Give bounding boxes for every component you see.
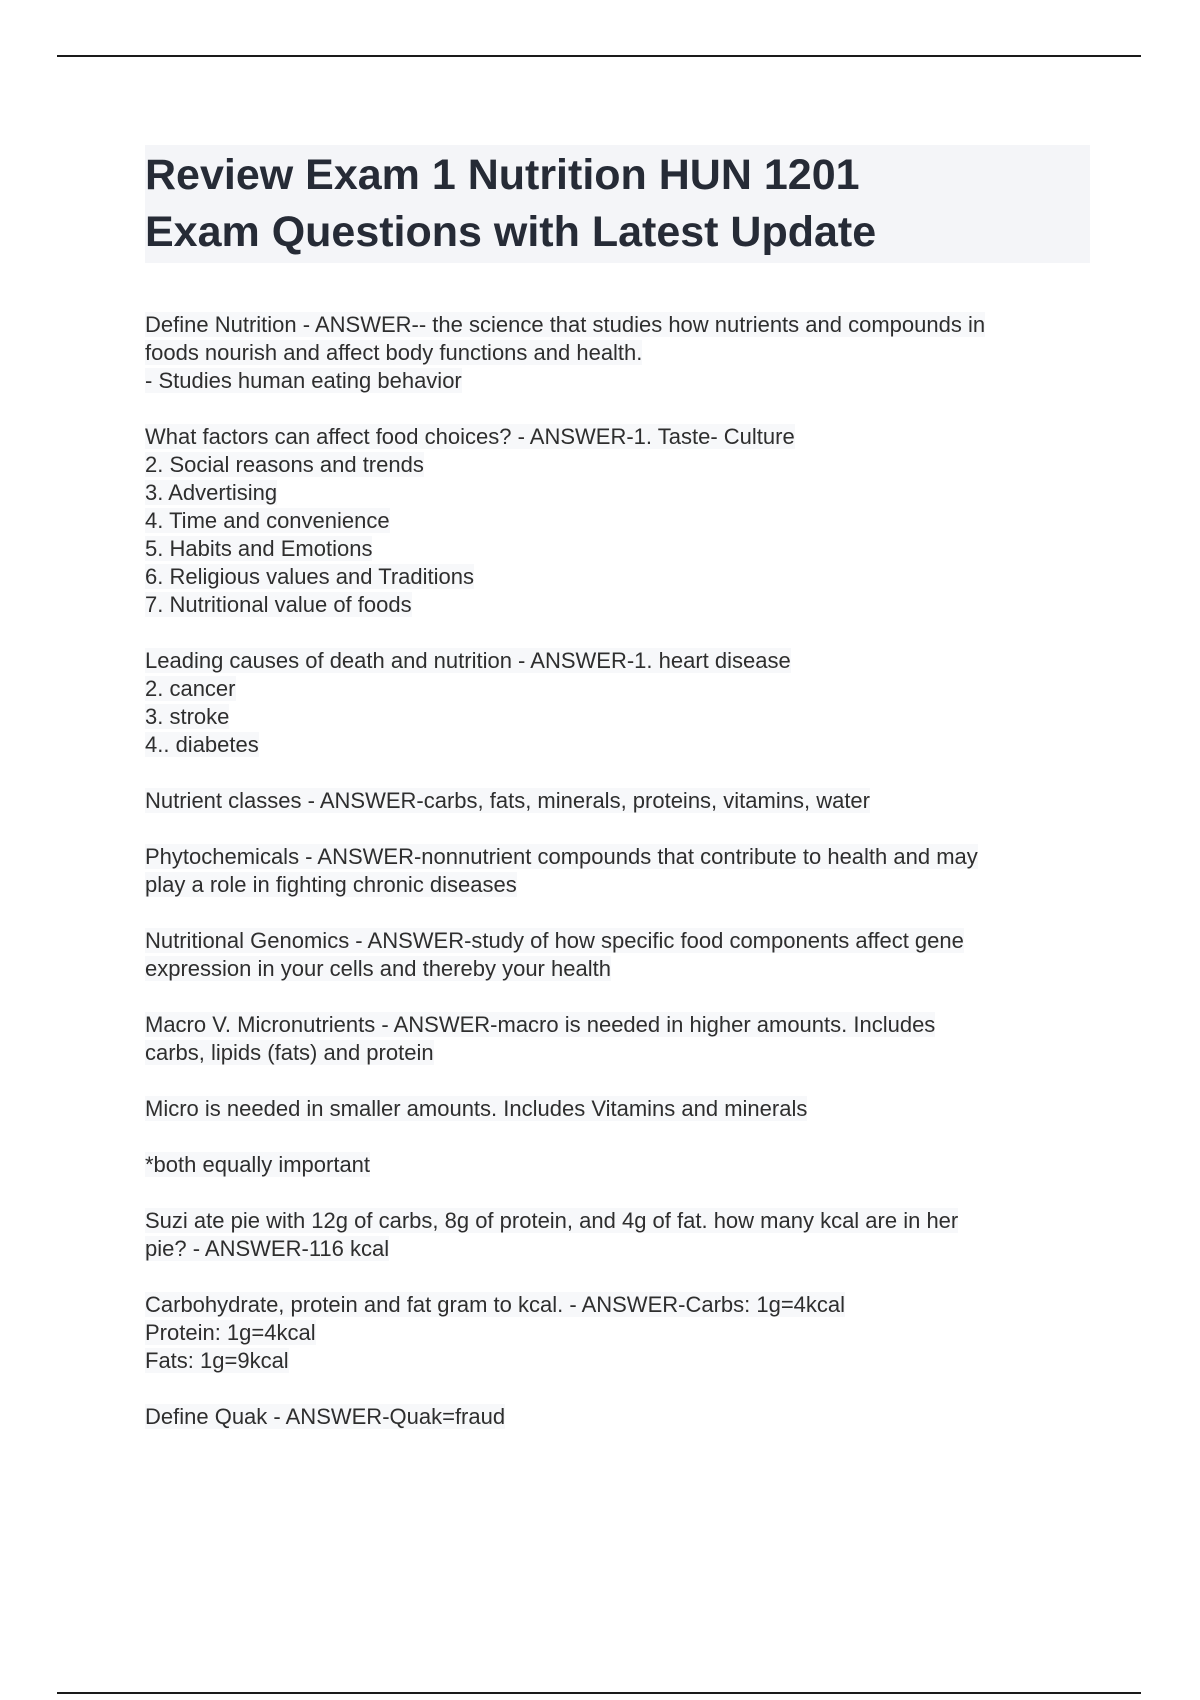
qa-line: 2. cancer xyxy=(145,676,236,701)
qa-item-micro-note xyxy=(145,1095,1090,1123)
qa-line: Suzi ate pie with 12g of carbs, 8g of protein, and 4g of fat. how many kcal are in her xyxy=(145,1208,959,1233)
qa-item-gram-to-kcal xyxy=(145,1291,1090,1375)
qa-line: 3. stroke xyxy=(145,704,230,729)
qa-line: Macro V. Micronutrients - ANSWER-macro is needed in higher amounts. Includes xyxy=(145,1012,936,1037)
qa-item-nutritional-genomics xyxy=(145,927,1090,983)
qa-line: 5. Habits and Emotions xyxy=(145,536,373,561)
qa-line: What factors can affect food choices? - ANSWER-1. Taste- Culture xyxy=(145,424,795,449)
qa-line: Phytochemicals - ANSWER-nonnutrient compounds that contribute to health and may xyxy=(145,844,978,869)
qa-line: Leading causes of death and nutrition - ANSWER-1. heart disease xyxy=(145,648,791,673)
bottom-rule xyxy=(57,1692,1141,1694)
qa-line: 4.. diabetes xyxy=(145,732,259,757)
qa-list xyxy=(145,311,1090,1431)
qa-line: Define Quak - ANSWER-Quak=fraud xyxy=(145,1404,506,1429)
qa-item-causes-of-death xyxy=(145,647,1090,759)
document-body xyxy=(145,145,1090,1459)
qa-line: 4. Time and convenience xyxy=(145,508,390,533)
qa-item-food-choices xyxy=(145,423,1090,619)
qa-line: Carbohydrate, protein and fat gram to kcal. - ANSWER-Carbs: 1g=4kcal xyxy=(145,1292,846,1317)
qa-line: 7. Nutritional value of foods xyxy=(145,592,412,617)
qa-line: foods nourish and affect body functions and health. xyxy=(145,340,643,365)
qa-line: Nutrient classes - ANSWER-carbs, fats, minerals, proteins, vitamins, water xyxy=(145,788,870,813)
top-rule xyxy=(57,55,1141,57)
title-line-1: Review Exam 1 Nutrition HUN 1201 xyxy=(145,151,860,199)
qa-line: 3. Advertising xyxy=(145,480,278,505)
qa-item-macro-micro xyxy=(145,1011,1090,1067)
qa-item-define-quak xyxy=(145,1403,1090,1431)
qa-line: pie? - ANSWER-116 kcal xyxy=(145,1236,390,1261)
document-title xyxy=(145,145,1090,263)
qa-item-both-important xyxy=(145,1151,1090,1179)
qa-item-define-nutrition xyxy=(145,311,1090,395)
qa-line: Nutritional Genomics - ANSWER-study of how specific food components affect gene xyxy=(145,928,964,953)
title-line-2: Exam Questions with Latest Update xyxy=(145,208,877,256)
qa-line: 6. Religious values and Traditions xyxy=(145,564,474,589)
qa-line: play a role in fighting chronic diseases xyxy=(145,872,517,897)
qa-line: 2. Social reasons and trends xyxy=(145,452,424,477)
qa-line: *both equally important xyxy=(145,1152,371,1177)
qa-line: - Studies human eating behavior xyxy=(145,368,462,393)
qa-item-nutrient-classes xyxy=(145,787,1090,815)
qa-item-suzi-pie xyxy=(145,1207,1090,1263)
qa-line: Micro is needed in smaller amounts. Includes Vitamins and minerals xyxy=(145,1096,808,1121)
qa-item-phytochemicals xyxy=(145,843,1090,899)
qa-line: Protein: 1g=4kcal xyxy=(145,1320,316,1345)
qa-line: Define Nutrition - ANSWER-- the science that studies how nutrients and compounds in xyxy=(145,312,986,337)
qa-line: Fats: 1g=9kcal xyxy=(145,1348,289,1373)
qa-line: expression in your cells and thereby your health xyxy=(145,956,611,981)
qa-line: carbs, lipids (fats) and protein xyxy=(145,1040,434,1065)
